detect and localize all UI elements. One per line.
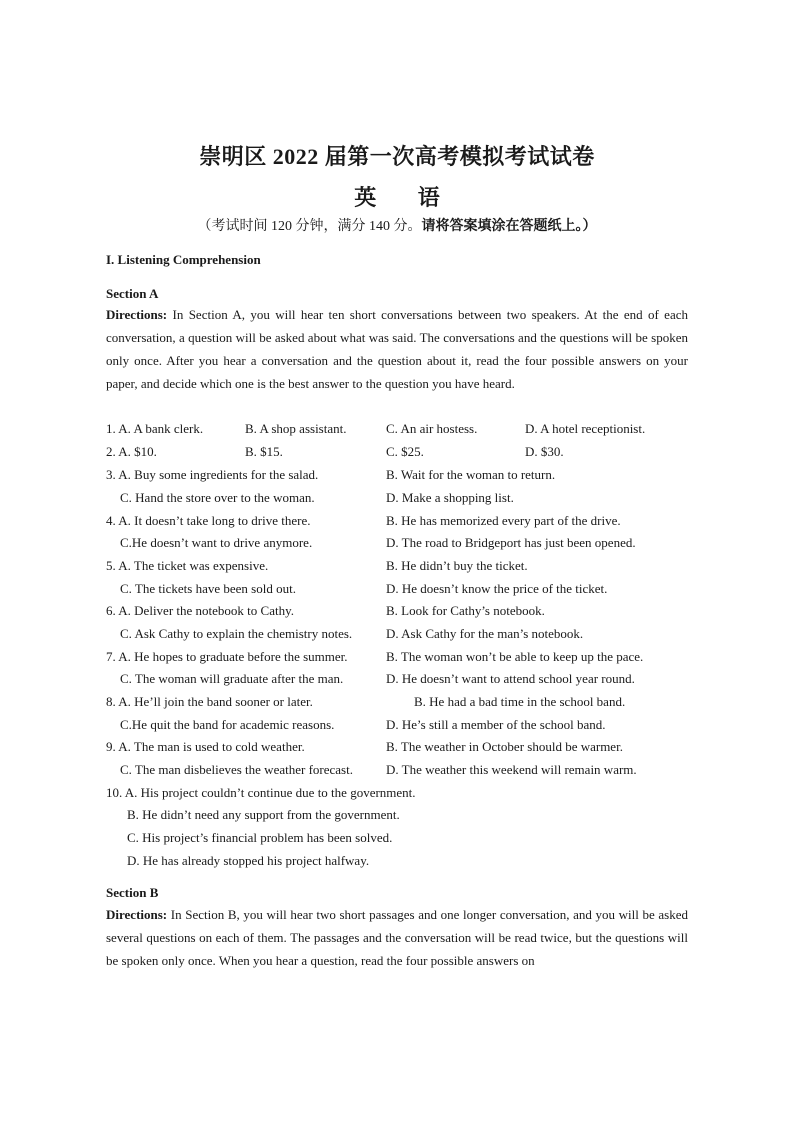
q10-option-d: D. He has already stopped his project halfway. [127,853,370,868]
q6-option-b: B. Look for Cathy’s notebook. [386,603,545,618]
q1-option-b: B. A shop assistant. [245,421,347,436]
exam-note [0,215,794,235]
q8-option-c: C.He quit the band for academic reasons. [120,717,335,732]
q3-option-a: 3. A. Buy some ingredients for the salad. [106,467,319,482]
subject-heading [0,181,794,212]
q7-option-a: 7. A. He hopes to graduate before the summer. [106,649,348,664]
q5-option-b: B. He didn’t buy the ticket. [386,558,528,573]
q6-option-d: D. Ask Cathy for the man’s notebook. [386,626,584,641]
q9-option-b: B. The weather in October should be warmer. [386,739,623,754]
q9-option-c: C. The man disbelieves the weather forecast. [120,762,353,777]
q2-option-b: B. $15. [245,444,283,459]
directions-text: In Section A, you will hear ten short conversations between two speakers. At the end of each conversation, a question will be asked about what was said. The conversations and the questions will be spoken only once. After you hear a conversation and the question about it, read the four possible answers on your paper, and decide which one is the best answer to the question you have heard. [106,307,688,391]
q7-option-b: B. The woman won’t be able to keep up the pace. [386,649,644,664]
q10-option-c: C. His project’s financial problem has been solved. [127,830,393,845]
directions-label: Directions: [106,307,168,322]
q6-option-c: C. Ask Cathy to explain the chemistry notes. [120,626,353,641]
directions-text: In Section B, you will hear two short passages and one longer conversation, and you will be asked several questions on each of them. The passages and the conversation will be read twice, but the questions will be spoken only once. When you hear a question, read the four possible answers on [106,907,688,968]
q10-option-b: B. He didn’t need any support from the government. [127,807,400,822]
q4-option-a: 4. A. It doesn’t take long to drive there. [106,513,311,528]
directions-label: Directions: [106,907,168,922]
q9-option-a: 9. A. The man is used to cold weather. [106,739,305,754]
q4-option-c: C.He doesn’t want to drive anymore. [120,535,313,550]
q3-option-c: C. Hand the store over to the woman. [120,490,315,505]
subject-char-2: 语 [417,185,440,210]
q2-option-d: D. $30. [525,444,564,459]
q7-option-d: D. He doesn’t want to attend school year round. [386,671,635,686]
section-a-directions [106,304,688,396]
q8-option-b: B. He had a bad time in the school band. [414,694,626,709]
q4-option-b: B. He has memorized every part of the drive. [386,513,621,528]
q3-option-d: D. Make a shopping list. [386,490,514,505]
q6-option-a: 6. A. Deliver the notebook to Cathy. [106,603,294,618]
q3-option-b: B. Wait for the woman to return. [386,467,556,482]
section-b-directions [106,904,688,973]
q8-option-d: D. He’s still a member of the school band. [386,717,606,732]
part-heading: I. Listening Comprehension [106,252,261,267]
exam-note-bold: 请将答案填涂在答题纸上。） [421,219,597,234]
q1-option-d: D. A hotel receptionist. [525,421,646,436]
q7-option-c: C. The woman will graduate after the man. [120,671,344,686]
q2-option-a: 2. A. $10. [106,444,157,459]
q10-option-a: 10. A. His project couldn’t continue due to the government. [106,785,416,800]
exam-title: 崇明区 2022 届第一次高考模拟考试试卷 [199,144,595,169]
q1-option-a: 1. A. A bank clerk. [106,421,204,436]
q5-option-d: D. He doesn’t know the price of the ticket. [386,581,608,596]
section-b-heading: Section B [106,885,159,900]
q5-option-c: C. The tickets have been sold out. [120,581,296,596]
q9-option-d: D. The weather this weekend will remain warm. [386,762,637,777]
q1-option-c: C. An air hostess. [386,421,478,436]
q2-option-c: C. $25. [386,444,424,459]
section-a-heading: Section A [106,286,159,301]
subject-char-1: 英 [354,185,377,210]
exam-note-plain: （考试时间 120 分钟，满分 140 分。 [197,219,422,234]
q8-option-a: 8. A. He’ll join the band sooner or later. [106,694,313,709]
q5-option-a: 5. A. The ticket was expensive. [106,558,269,573]
q4-option-d: D. The road to Bridgeport has just been opened. [386,535,636,550]
